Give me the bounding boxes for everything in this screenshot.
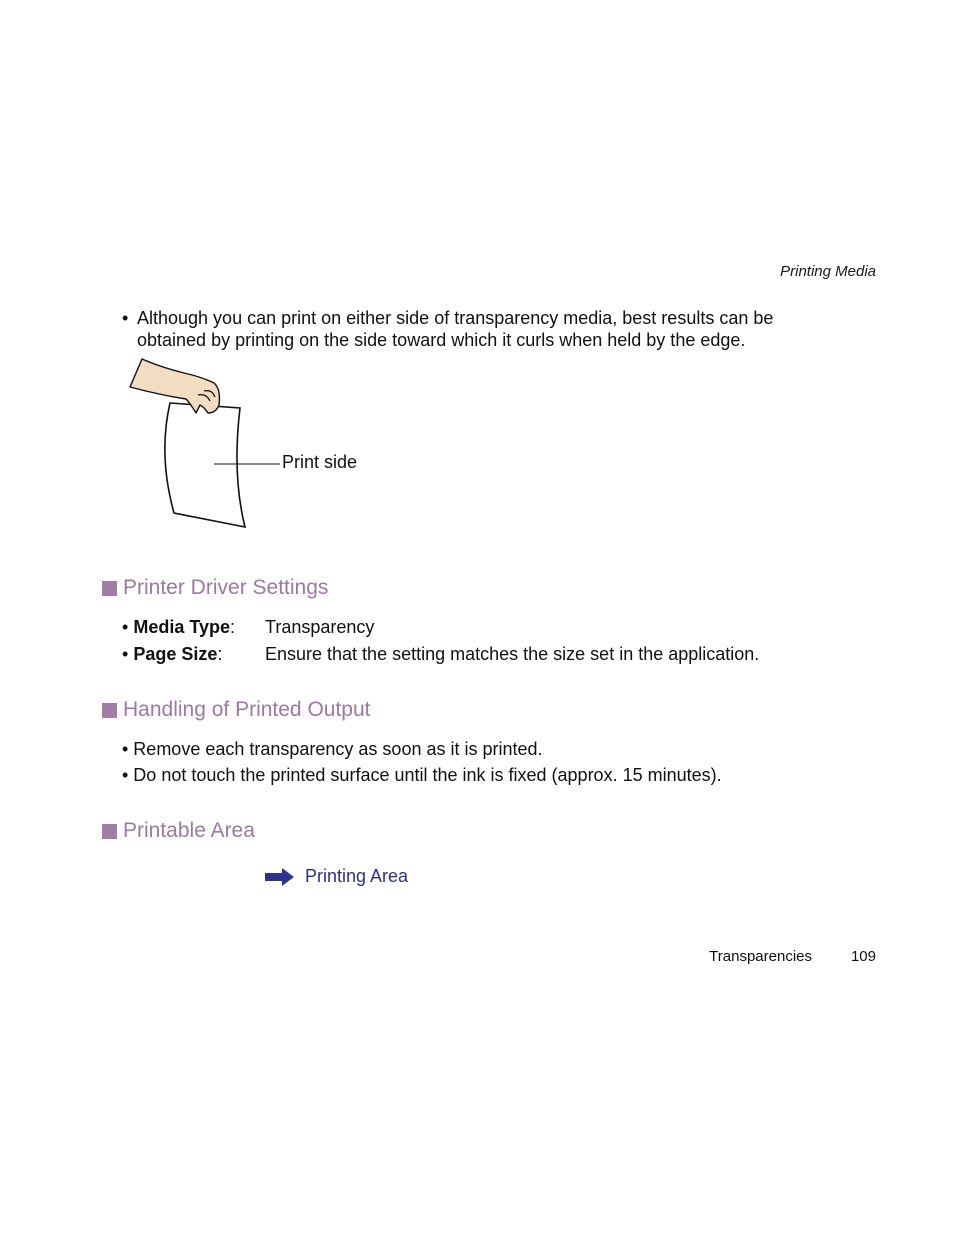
section-heading-text: Printer Driver Settings xyxy=(123,576,329,599)
transparency-curl-illustration xyxy=(120,355,380,535)
setting-value: Transparency xyxy=(265,617,375,637)
print-side-label: Print side xyxy=(282,452,358,472)
bullet-marker: • xyxy=(122,308,129,328)
heading-square-icon xyxy=(102,581,117,596)
section-heading-printable xyxy=(102,819,255,843)
intro-bullet-text: Although you can print on either side of transparency media, best results can be obtained by printing on the side toward which it curls when held by the edge. xyxy=(137,308,774,350)
footer-page-number: 109 xyxy=(850,948,876,965)
list-item: • Do not touch the printed surface until the ink is fixed (approx. 15 minutes). xyxy=(122,765,722,785)
heading-square-icon xyxy=(102,703,117,718)
printing-area-link[interactable]: Printing Area xyxy=(305,866,409,886)
printing-area-link-row[interactable] xyxy=(265,866,408,887)
section-heading-driver xyxy=(102,576,328,600)
running-header: Printing Media xyxy=(780,263,876,280)
section-heading-text: Handling of Printed Output xyxy=(123,698,371,721)
footer-section-title: Transparencies xyxy=(709,948,812,965)
setting-key: Media Type xyxy=(133,617,231,637)
intro-bullet xyxy=(122,307,822,351)
transparency-sheet xyxy=(165,403,245,527)
setting-value: Ensure that the setting matches the size set in the application. xyxy=(265,644,760,664)
heading-square-icon xyxy=(102,824,117,839)
list-item: • Remove each transparency as soon as it is printed. xyxy=(122,739,543,759)
arrow-right-icon xyxy=(265,867,295,887)
setting-row-media-type: • Media Type: Transparency xyxy=(122,617,375,637)
section-heading-text: Printable Area xyxy=(123,819,255,842)
setting-row-page-size: • Page Size: Ensure that the setting matches the size set in the application. xyxy=(122,644,760,664)
setting-key: Page Size xyxy=(133,644,218,664)
section-heading-handling xyxy=(102,698,371,722)
